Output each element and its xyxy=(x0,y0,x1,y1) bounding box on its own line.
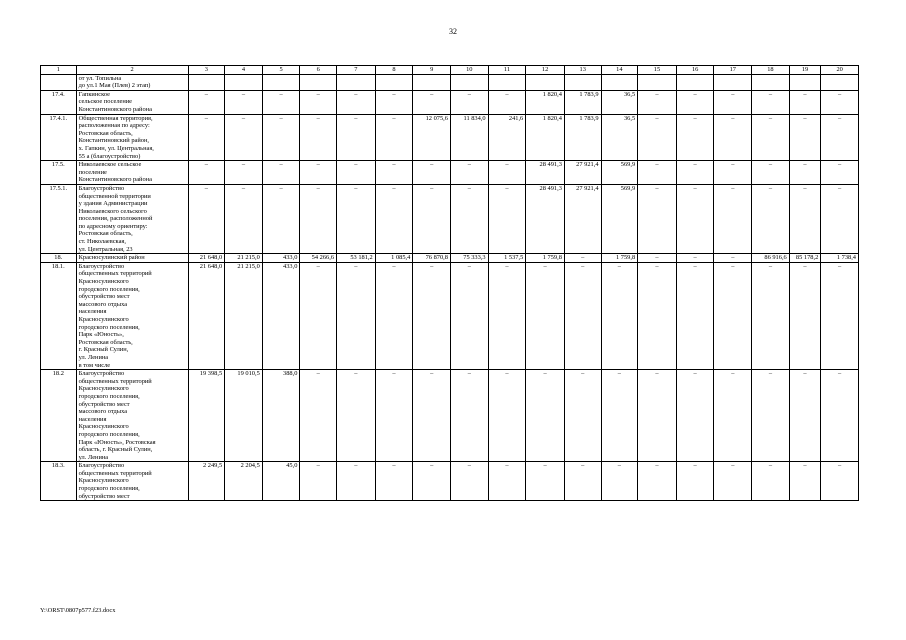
value-cell: 2 204,5 xyxy=(225,462,263,501)
column-header: 11 xyxy=(488,66,526,75)
value-cell: – xyxy=(752,161,790,185)
column-header: 14 xyxy=(601,66,638,75)
value-cell: – xyxy=(300,462,337,501)
value-cell: – xyxy=(752,114,790,161)
row-name: Гапкинское сельское поселение Константиновского района xyxy=(76,90,188,114)
value-cell: – xyxy=(413,90,451,114)
value-cell: – xyxy=(714,370,752,462)
value-cell: – xyxy=(789,462,821,501)
value-cell: – xyxy=(638,184,677,253)
value-cell: 45,0 xyxy=(262,462,300,501)
value-cell: – xyxy=(638,161,677,185)
value-cell: 19 398,5 xyxy=(188,370,225,462)
value-cell: – xyxy=(488,262,526,369)
value-cell: 1 820,4 xyxy=(526,114,565,161)
value-cell: – xyxy=(789,161,821,185)
value-cell: 433,0 xyxy=(262,262,300,369)
value-cell: – xyxy=(375,370,413,462)
column-header: 19 xyxy=(789,66,821,75)
value-cell: – xyxy=(225,161,263,185)
row-number: 18.1. xyxy=(41,262,77,369)
column-header: 5 xyxy=(262,66,300,75)
table-row xyxy=(41,184,859,253)
value-cell: – xyxy=(450,90,488,114)
value-cell: – xyxy=(488,90,526,114)
value-cell: – xyxy=(638,114,677,161)
value-cell: – xyxy=(789,114,821,161)
value-cell: 28 491,3 xyxy=(526,184,565,253)
value-cell: – xyxy=(488,161,526,185)
value-cell: – xyxy=(638,462,677,501)
table-row xyxy=(41,254,859,263)
value-cell: – xyxy=(714,254,752,263)
row-name: Красносулинский район xyxy=(76,254,188,263)
value-cell: – xyxy=(300,90,337,114)
value-cell: – xyxy=(752,370,790,462)
value-cell: 19 010,5 xyxy=(225,370,263,462)
column-header: 16 xyxy=(676,66,714,75)
value-cell: – xyxy=(821,184,859,253)
row-number: 17.5. xyxy=(41,161,77,185)
value-cell: – xyxy=(676,184,714,253)
value-cell: – xyxy=(526,370,565,462)
value-cell: – xyxy=(526,262,565,369)
value-cell: – xyxy=(526,462,565,501)
column-header: 12 xyxy=(526,66,565,75)
value-cell: – xyxy=(337,161,376,185)
value-cell: 569,9 xyxy=(601,161,638,185)
value-cell xyxy=(262,74,300,90)
value-cell: – xyxy=(300,262,337,369)
value-cell: – xyxy=(752,184,790,253)
value-cell: – xyxy=(225,114,263,161)
table-row xyxy=(41,370,859,462)
value-cell xyxy=(601,74,638,90)
value-cell: – xyxy=(564,254,601,263)
value-cell: – xyxy=(337,462,376,501)
value-cell: 1 085,4 xyxy=(375,254,413,263)
value-cell: – xyxy=(188,114,225,161)
value-cell: – xyxy=(375,462,413,501)
value-cell: – xyxy=(337,184,376,253)
header-row xyxy=(41,66,859,75)
column-header: 4 xyxy=(225,66,263,75)
value-cell: 21 648,0 xyxy=(188,254,225,263)
value-cell: – xyxy=(450,161,488,185)
table-row xyxy=(41,90,859,114)
value-cell: – xyxy=(821,90,859,114)
value-cell: – xyxy=(413,370,451,462)
value-cell: 21 648,0 xyxy=(188,262,225,369)
value-cell: 1 783,9 xyxy=(564,90,601,114)
value-cell: – xyxy=(676,114,714,161)
value-cell: – xyxy=(601,370,638,462)
value-cell xyxy=(188,74,225,90)
value-cell: 2 249,5 xyxy=(188,462,225,501)
table-row xyxy=(41,462,859,501)
footer-file-path: Y:\ORST\0807p577.f23.docx xyxy=(40,607,116,614)
value-cell xyxy=(752,74,790,90)
value-cell: – xyxy=(714,184,752,253)
value-cell: 1 820,4 xyxy=(526,90,565,114)
table-row xyxy=(41,262,859,369)
value-cell: – xyxy=(676,254,714,263)
column-header: 13 xyxy=(564,66,601,75)
value-cell: 1 783,9 xyxy=(564,114,601,161)
value-cell: – xyxy=(337,90,376,114)
value-cell: – xyxy=(262,184,300,253)
value-cell xyxy=(676,74,714,90)
value-cell: 36,5 xyxy=(601,90,638,114)
value-cell xyxy=(564,74,601,90)
value-cell: – xyxy=(638,262,677,369)
value-cell: – xyxy=(413,161,451,185)
value-cell: 27 921,4 xyxy=(564,161,601,185)
value-cell: 21 215,0 xyxy=(225,262,263,369)
value-cell: – xyxy=(300,114,337,161)
table-row xyxy=(41,161,859,185)
value-cell: 86 916,6 xyxy=(752,254,790,263)
value-cell: – xyxy=(638,370,677,462)
column-header: 15 xyxy=(638,66,677,75)
value-cell: 1 738,4 xyxy=(821,254,859,263)
value-cell: – xyxy=(789,90,821,114)
column-header: 8 xyxy=(375,66,413,75)
value-cell: – xyxy=(676,262,714,369)
column-header: 10 xyxy=(450,66,488,75)
value-cell: – xyxy=(676,462,714,501)
value-cell: 28 491,3 xyxy=(526,161,565,185)
value-cell: – xyxy=(337,114,376,161)
column-header: 6 xyxy=(300,66,337,75)
value-cell: 85 178,2 xyxy=(789,254,821,263)
value-cell: 75 333,3 xyxy=(450,254,488,263)
value-cell: – xyxy=(337,370,376,462)
value-cell: – xyxy=(225,90,263,114)
value-cell: – xyxy=(564,262,601,369)
value-cell: 12 075,6 xyxy=(413,114,451,161)
value-cell xyxy=(526,74,565,90)
row-number: 17.4. xyxy=(41,90,77,114)
value-cell: – xyxy=(488,462,526,501)
value-cell: – xyxy=(752,262,790,369)
value-cell: – xyxy=(676,161,714,185)
row-name: Николаевское сельское поселение Константиновского района xyxy=(76,161,188,185)
page-number: 32 xyxy=(449,27,457,36)
value-cell: 433,0 xyxy=(262,254,300,263)
value-cell xyxy=(375,74,413,90)
value-cell: – xyxy=(375,90,413,114)
value-cell xyxy=(488,74,526,90)
value-cell: – xyxy=(752,90,790,114)
value-cell: – xyxy=(300,370,337,462)
value-cell: – xyxy=(821,462,859,501)
column-header: 18 xyxy=(752,66,790,75)
value-cell: – xyxy=(188,90,225,114)
value-cell: – xyxy=(375,114,413,161)
value-cell: – xyxy=(262,114,300,161)
row-number: 18.2 xyxy=(41,370,77,462)
value-cell: – xyxy=(601,462,638,501)
column-header: 9 xyxy=(413,66,451,75)
value-cell: 388,0 xyxy=(262,370,300,462)
row-name: от ул. Топильна до ул.1 Мая (Плев) 2 этап) xyxy=(76,74,188,90)
value-cell: – xyxy=(714,161,752,185)
value-cell: – xyxy=(488,370,526,462)
value-cell: – xyxy=(225,184,263,253)
row-name: Благоустройство общественных территорий Красносулинского городского поселения, обустройство мест массового отдыха населения Красносулинского городского поселения, Парк «Юность», Ростовская область, г. Красный Сулин, ул. Ленина xyxy=(76,370,188,462)
value-cell: – xyxy=(300,184,337,253)
data-table xyxy=(40,65,859,501)
value-cell: 76 870,8 xyxy=(413,254,451,263)
row-name: Благоустройство общественных территорий Красносулинского городского поселения, обустройство мест массового отдыха населения Красносулинского городского поселения, Парк «Юность», Ростовская область, г. Красный Сулин, ул. Ленина в том числе xyxy=(76,262,188,369)
value-cell xyxy=(337,74,376,90)
value-cell: – xyxy=(789,184,821,253)
value-cell xyxy=(413,74,451,90)
value-cell xyxy=(450,74,488,90)
value-cell: 54 266,6 xyxy=(300,254,337,263)
value-cell: – xyxy=(601,262,638,369)
value-cell: 569,9 xyxy=(601,184,638,253)
value-cell: – xyxy=(676,370,714,462)
value-cell: – xyxy=(564,370,601,462)
value-cell: 1 759,8 xyxy=(526,254,565,263)
value-cell: – xyxy=(413,462,451,501)
value-cell: – xyxy=(300,161,337,185)
value-cell xyxy=(789,74,821,90)
value-cell xyxy=(714,74,752,90)
row-number xyxy=(41,74,77,90)
value-cell: – xyxy=(676,90,714,114)
value-cell: – xyxy=(337,262,376,369)
value-cell: – xyxy=(752,462,790,501)
value-cell: – xyxy=(188,161,225,185)
value-cell: – xyxy=(821,114,859,161)
value-cell: – xyxy=(821,161,859,185)
row-number: 17.4.1. xyxy=(41,114,77,161)
value-cell: – xyxy=(413,184,451,253)
value-cell: – xyxy=(450,262,488,369)
value-cell: – xyxy=(789,262,821,369)
row-number: 17.5.1. xyxy=(41,184,77,253)
value-cell: – xyxy=(821,370,859,462)
value-cell: 1 537,5 xyxy=(488,254,526,263)
value-cell: – xyxy=(714,90,752,114)
value-cell: – xyxy=(714,114,752,161)
value-cell: – xyxy=(188,184,225,253)
value-cell: 27 921,4 xyxy=(564,184,601,253)
row-name: Благоустройство общественной территории у здания Администрации Николаевского сельского поселения, расположенной по адресному ориентиру: Ростовская область, ст. Николаевская, ул. Центральная, 23 xyxy=(76,184,188,253)
value-cell: 21 215,0 xyxy=(225,254,263,263)
value-cell: – xyxy=(714,262,752,369)
column-header: 2 xyxy=(76,66,188,75)
value-cell: 36,5 xyxy=(601,114,638,161)
value-cell: – xyxy=(450,184,488,253)
table-row xyxy=(41,74,859,90)
value-cell: – xyxy=(375,262,413,369)
value-cell: 11 834,0 xyxy=(450,114,488,161)
value-cell: – xyxy=(638,90,677,114)
column-header: 1 xyxy=(41,66,77,75)
column-header: 7 xyxy=(337,66,376,75)
value-cell: – xyxy=(488,184,526,253)
value-cell: – xyxy=(375,184,413,253)
value-cell: – xyxy=(821,262,859,369)
value-cell: – xyxy=(450,462,488,501)
column-header: 20 xyxy=(821,66,859,75)
value-cell: – xyxy=(262,90,300,114)
row-name: Общественная территория, расположенная по адресу: Ростовская область, Константиновский район, х. Гапкин, ул. Центральная, 55 а (благоустройство) xyxy=(76,114,188,161)
column-header: 17 xyxy=(714,66,752,75)
value-cell: – xyxy=(789,370,821,462)
value-cell: – xyxy=(262,161,300,185)
value-cell: – xyxy=(413,262,451,369)
value-cell: 241,6 xyxy=(488,114,526,161)
value-cell: 53 181,2 xyxy=(337,254,376,263)
row-number: 18. xyxy=(41,254,77,263)
row-number: 18.3. xyxy=(41,462,77,501)
value-cell: – xyxy=(638,254,677,263)
value-cell: – xyxy=(564,462,601,501)
value-cell xyxy=(638,74,677,90)
value-cell: 1 759,8 xyxy=(601,254,638,263)
value-cell: – xyxy=(714,462,752,501)
value-cell xyxy=(821,74,859,90)
value-cell xyxy=(300,74,337,90)
value-cell: – xyxy=(375,161,413,185)
value-cell: – xyxy=(450,370,488,462)
value-cell xyxy=(225,74,263,90)
column-header: 3 xyxy=(188,66,225,75)
row-name: Благоустройство общественных территорий Красносулинского городского поселения, обустройство мест xyxy=(76,462,188,501)
table-row xyxy=(41,114,859,161)
